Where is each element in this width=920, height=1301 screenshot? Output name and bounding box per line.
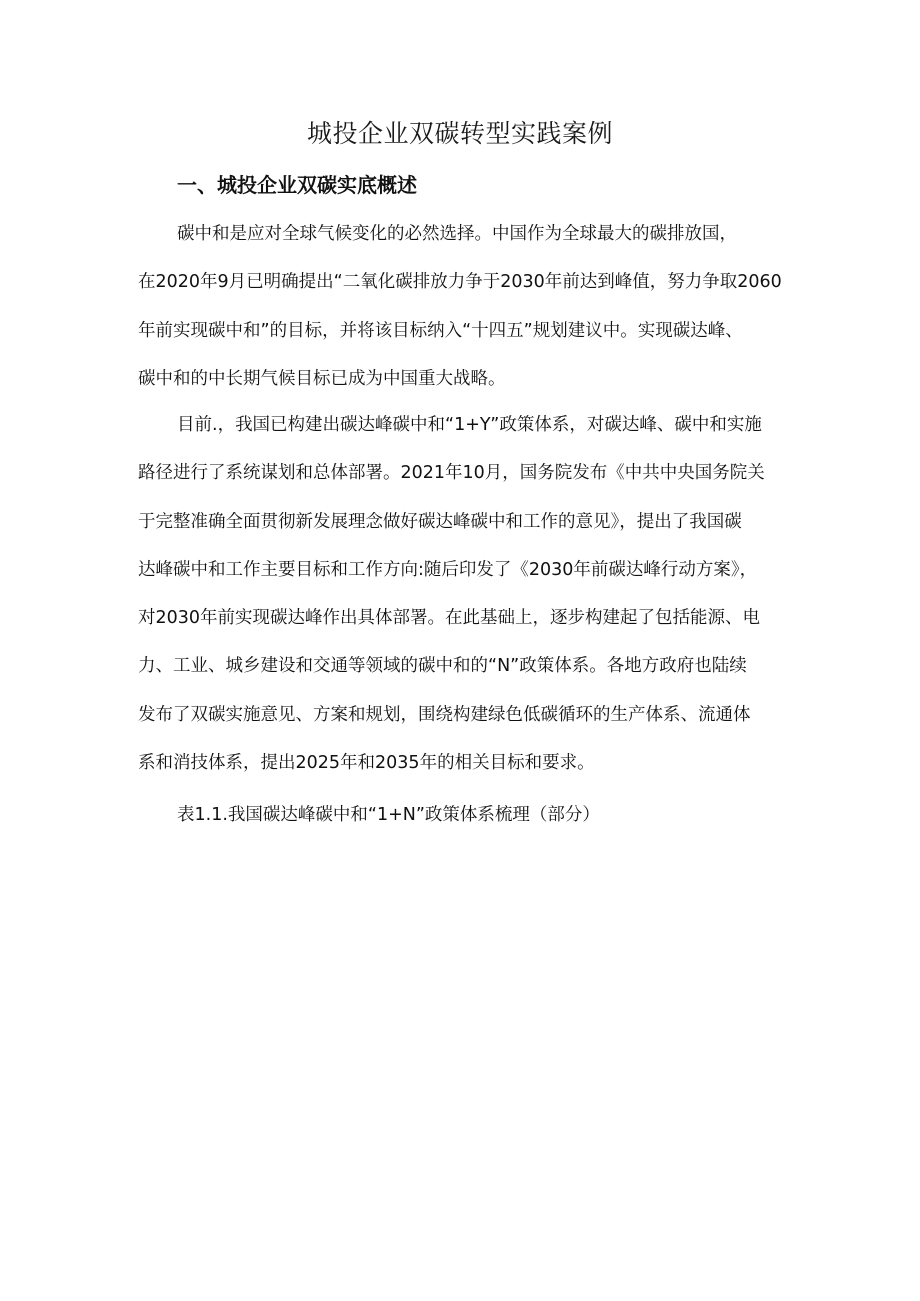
paragraph-line: 系和消技体系，提出2025年和2035年的相关目标和要求。 [138, 753, 595, 774]
paragraph-line: 碳中和的中长期气候目标已成为中国重大战略。 [138, 368, 506, 389]
paragraph-line: 年前实现碳中和”的目标，并将该目标纳入“十四五”规划建议中。实现碳达峰、 [138, 320, 743, 341]
paragraph-line: 路径进行了系统谋划和总体部署。2021年10月，国务院发布《中共中央国务院关 [138, 463, 765, 484]
paragraph-line: 对2030年前实现碳达峰作出具体部署。在此基础上，逐步构建起了包括能源、电 [138, 608, 761, 629]
paragraph-carbon-neutrality [138, 210, 844, 403]
paragraph-line: 达峰碳中和工作主要目标和工作方向:随后印发了《2030年前碳达峰行动方案》， [138, 559, 758, 580]
section-heading: 一、城投企业双碳实底概述 [177, 173, 417, 197]
table-caption: 表1.1.我国碳达峰碳中和“1+N”政策体系梳理（部分） [177, 805, 600, 825]
paragraph-line: 于完整准确全面贯彻新发展理念做好碳达峰碳中和工作的意见》，提出了我国碳 [138, 511, 742, 532]
paragraph-line: 发布了双碳实施意见、方案和规划，围绕构建绿色低碳循环的生产体系、流通体 [138, 704, 751, 725]
paragraph-policy-system [138, 401, 844, 787]
paragraph-line: 在2020年9月已明确提出“二氧化碳排放力争于2030年前达到峰值，努力争取2060 [138, 272, 782, 293]
paragraph-line: 目前.，我国已构建出碳达峰碳中和“1+Y”政策体系，对碳达峰、碳中和实施 [177, 415, 762, 435]
document-title: 城投企业双碳转型实践案例 [306, 119, 613, 148]
paragraph-line: 力、工业、城乡建设和交通等领域的碳中和的“N”政策体系。各地方政府也陆续 [138, 656, 747, 677]
paragraph-line: 碳中和是应对全球气候变化的必然选择。中国作为全球最大的碳排放国， [177, 224, 737, 244]
